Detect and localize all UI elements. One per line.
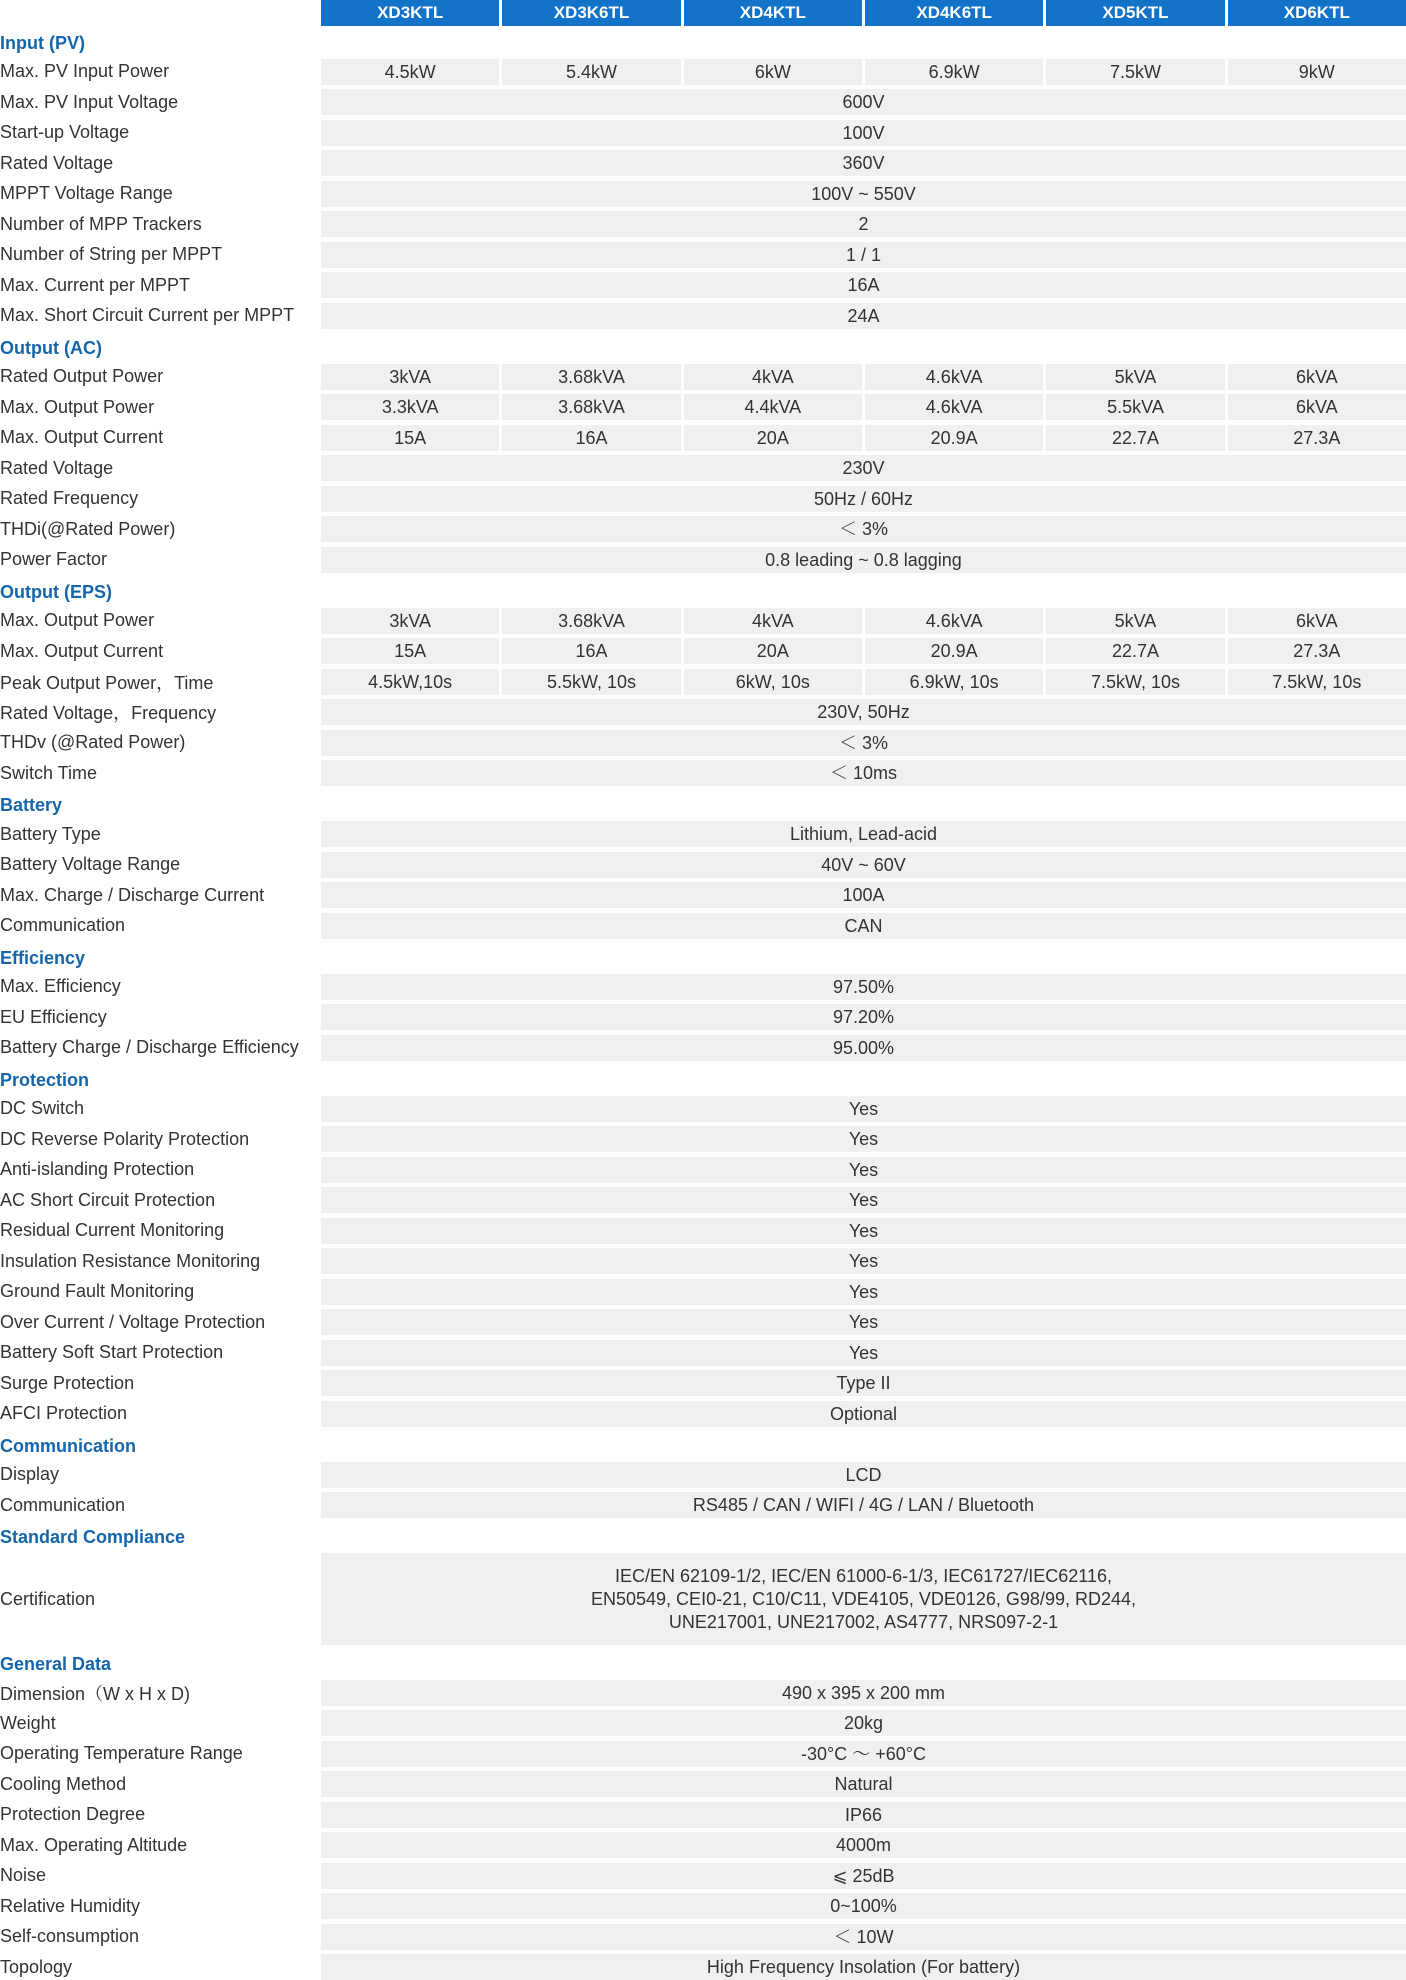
spec-label: DC Switch bbox=[0, 1098, 85, 1118]
spec-value: 3.68kVA bbox=[502, 394, 683, 420]
spec-values bbox=[321, 1680, 1406, 1706]
spec-row bbox=[0, 1309, 1406, 1335]
spec-row bbox=[0, 1893, 1406, 1919]
spec-label: Cooling Method bbox=[0, 1773, 127, 1794]
spec-values bbox=[321, 1771, 1406, 1797]
spec-value: 20kg bbox=[321, 1710, 1406, 1736]
section-title bbox=[0, 1065, 1406, 1095]
spec-value: Yes bbox=[321, 1340, 1406, 1366]
spec-row bbox=[0, 394, 1406, 420]
spec-label: Max. Output Power bbox=[0, 610, 155, 630]
spec-value: 4.5kW,10s bbox=[321, 669, 502, 695]
spec-value: 97.50% bbox=[321, 974, 1406, 1000]
spec-label: Communication bbox=[0, 1494, 126, 1515]
spec-value: ＜ 3% bbox=[321, 516, 1406, 542]
spec-label: Start-up Voltage bbox=[0, 122, 130, 142]
spec-row bbox=[0, 120, 1406, 146]
spec-values bbox=[321, 1096, 1406, 1122]
spec-row bbox=[0, 211, 1406, 237]
spec-label: Max. Operating Altitude bbox=[0, 1834, 188, 1855]
spec-label: Max. Output Power bbox=[0, 396, 155, 417]
spec-values bbox=[321, 1157, 1406, 1183]
spec-label: Max. PV Input Power bbox=[0, 61, 170, 81]
spec-label: Topology bbox=[0, 1956, 73, 1977]
spec-value: High Frequency Insolation (For battery) bbox=[321, 1954, 1406, 1980]
spec-value: 20A bbox=[684, 425, 865, 451]
spec-label: Battery Voltage Range bbox=[0, 854, 181, 874]
spec-value: Yes bbox=[321, 1279, 1406, 1305]
spec-label: Rated Voltage bbox=[0, 152, 114, 173]
spec-values bbox=[321, 1035, 1406, 1061]
spec-values bbox=[321, 242, 1406, 268]
spec-label: Max. Efficiency bbox=[0, 976, 121, 996]
spec-value: Optional bbox=[321, 1401, 1406, 1427]
spec-value: 230V, 50Hz bbox=[321, 699, 1406, 725]
spec-row bbox=[0, 882, 1406, 908]
spec-values bbox=[321, 1893, 1406, 1919]
spec-label: Battery Soft Start Protection bbox=[0, 1342, 224, 1362]
spec-value: 0.8 leading ~ 0.8 lagging bbox=[321, 547, 1406, 573]
spec-values bbox=[321, 669, 1406, 695]
spec-row bbox=[0, 1771, 1406, 1797]
spec-row bbox=[0, 425, 1406, 451]
spec-row bbox=[0, 1035, 1406, 1061]
spec-values bbox=[321, 1218, 1406, 1244]
model-header: XD3K6TL bbox=[502, 0, 683, 26]
spec-value: ＜ 3% bbox=[321, 730, 1406, 756]
spec-row bbox=[0, 59, 1406, 85]
spec-label: EU Efficiency bbox=[0, 1006, 107, 1027]
spec-value: 5.4kW bbox=[502, 59, 683, 85]
spec-value: CAN bbox=[321, 913, 1406, 939]
spec-value: 22.7A bbox=[1046, 425, 1227, 451]
spec-value: 0~100% bbox=[321, 1893, 1406, 1919]
spec-row bbox=[0, 1832, 1406, 1858]
spec-values bbox=[321, 638, 1406, 664]
spec-row bbox=[0, 1863, 1406, 1889]
spec-label: AFCI Protection bbox=[0, 1403, 128, 1423]
spec-value: 7.5kW, 10s bbox=[1228, 669, 1406, 695]
spec-label: Max. Current per MPPT bbox=[0, 274, 191, 295]
spec-value: 360V bbox=[321, 150, 1406, 176]
spec-values bbox=[321, 1187, 1406, 1213]
spec-value: 100V bbox=[321, 120, 1406, 146]
spec-values bbox=[321, 1863, 1406, 1889]
spec-values bbox=[321, 882, 1406, 908]
spec-label: THDi(@Rated Power) bbox=[0, 518, 176, 539]
spec-label: Relative Humidity bbox=[0, 1895, 141, 1916]
spec-value: ⩽ 25dB bbox=[321, 1863, 1406, 1889]
spec-label: Communication bbox=[0, 915, 126, 935]
spec-value: Yes bbox=[321, 1096, 1406, 1122]
spec-value: 6.9kW bbox=[865, 59, 1046, 85]
section-title-text: Input (PV) bbox=[0, 32, 85, 53]
spec-label: DC Reverse Polarity Protection bbox=[0, 1128, 250, 1149]
spec-label: Battery Type bbox=[0, 823, 101, 844]
spec-label: Rated Voltage bbox=[0, 457, 114, 478]
spec-values bbox=[321, 699, 1406, 725]
spec-value: RS485 / CAN / WIFI / 4G / LAN / Bluetooth bbox=[321, 1492, 1406, 1518]
spec-row bbox=[0, 486, 1406, 512]
spec-row bbox=[0, 181, 1406, 207]
spec-values bbox=[321, 547, 1406, 573]
section-title bbox=[0, 28, 1406, 58]
spec-value: 20A bbox=[684, 638, 865, 664]
spec-row bbox=[0, 760, 1406, 786]
spec-row bbox=[0, 1187, 1406, 1213]
spec-value: 3.68kVA bbox=[502, 608, 683, 634]
spec-value: 6kVA bbox=[1228, 394, 1406, 420]
spec-values bbox=[321, 760, 1406, 786]
spec-row bbox=[0, 516, 1406, 542]
spec-value: 4.6kVA bbox=[865, 608, 1046, 634]
spec-row bbox=[0, 1462, 1406, 1488]
spec-value: 15A bbox=[321, 638, 502, 664]
spec-row bbox=[0, 1157, 1406, 1183]
spec-value: IEC/EN 62109-1/2, IEC/EN 61000-6-1/3, IEC61727/IEC62116, EN50549, CEI0-21, C10/C11, VDE4105, VDE0126, G98/99, RD244, UNE217001, UNE217002, AS4777, NRS097-2-1 bbox=[321, 1553, 1406, 1645]
spec-value: 7.5kW bbox=[1046, 59, 1227, 85]
spec-row bbox=[0, 1370, 1406, 1396]
spec-row bbox=[0, 608, 1406, 634]
spec-value: 9kW bbox=[1228, 59, 1406, 85]
spec-value: Type II bbox=[321, 1370, 1406, 1396]
spec-row bbox=[0, 1340, 1406, 1366]
spec-values bbox=[321, 486, 1406, 512]
spec-value: 4.6kVA bbox=[865, 394, 1046, 420]
spec-label: Rated Frequency bbox=[0, 488, 139, 508]
spec-values bbox=[321, 1802, 1406, 1828]
spec-value: 7.5kW, 10s bbox=[1046, 669, 1227, 695]
spec-values bbox=[321, 455, 1406, 481]
spec-value: 5.5kW, 10s bbox=[502, 669, 683, 695]
spec-values bbox=[321, 181, 1406, 207]
spec-value: 3kVA bbox=[321, 608, 502, 634]
spec-label: Power Factor bbox=[0, 549, 108, 569]
model-header: XD3KTL bbox=[321, 0, 502, 26]
spec-label: Max. Short Circuit Current per MPPT bbox=[0, 305, 295, 325]
model-header: XD6KTL bbox=[1228, 0, 1406, 26]
spec-value: 3.3kVA bbox=[321, 394, 502, 420]
spec-value: 27.3A bbox=[1228, 638, 1406, 664]
spec-values bbox=[321, 1126, 1406, 1152]
spec-label: Switch Time bbox=[0, 762, 98, 783]
spec-row bbox=[0, 1279, 1406, 1305]
spec-values bbox=[321, 364, 1406, 390]
spec-value: 230V bbox=[321, 455, 1406, 481]
spec-label: Noise bbox=[0, 1865, 47, 1885]
model-header: XD5KTL bbox=[1046, 0, 1227, 26]
spec-values bbox=[321, 150, 1406, 176]
spec-values bbox=[321, 211, 1406, 237]
section-title-text: Efficiency bbox=[0, 947, 86, 968]
spec-value: ＜ 10ms bbox=[321, 760, 1406, 786]
spec-label: Operating Temperature Range bbox=[0, 1743, 243, 1763]
spec-values bbox=[321, 120, 1406, 146]
section-title-text: Output (AC) bbox=[0, 337, 102, 358]
spec-label: Max. PV Input Voltage bbox=[0, 91, 179, 112]
spec-value: 20.9A bbox=[865, 425, 1046, 451]
section-title-text: Protection bbox=[0, 1069, 90, 1090]
spec-value: Yes bbox=[321, 1126, 1406, 1152]
spec-row bbox=[0, 303, 1406, 329]
spec-value: 20.9A bbox=[865, 638, 1046, 664]
spec-values bbox=[321, 425, 1406, 451]
spec-value: Natural bbox=[321, 1771, 1406, 1797]
spec-value: 4kVA bbox=[684, 608, 865, 634]
spec-values bbox=[321, 1954, 1406, 1980]
spec-values bbox=[321, 1553, 1406, 1645]
section-title bbox=[0, 943, 1406, 973]
spec-value: 6kW, 10s bbox=[684, 669, 865, 695]
spec-value: 490 x 395 x 200 mm bbox=[321, 1680, 1406, 1706]
spec-value: Yes bbox=[321, 1218, 1406, 1244]
spec-row bbox=[0, 913, 1406, 939]
spec-value: 95.00% bbox=[321, 1035, 1406, 1061]
spec-value: Yes bbox=[321, 1187, 1406, 1213]
spec-value: 97.20% bbox=[321, 1004, 1406, 1030]
section-title bbox=[0, 577, 1406, 607]
spec-row bbox=[0, 89, 1406, 115]
spec-values bbox=[321, 272, 1406, 298]
spec-row bbox=[0, 1218, 1406, 1244]
spec-values bbox=[321, 1370, 1406, 1396]
spec-row bbox=[0, 1096, 1406, 1122]
spec-values bbox=[321, 89, 1406, 115]
spec-values bbox=[321, 394, 1406, 420]
spec-value: Yes bbox=[321, 1309, 1406, 1335]
spec-value: Yes bbox=[321, 1248, 1406, 1274]
spec-value: ＜ 10W bbox=[321, 1924, 1406, 1950]
spec-values bbox=[321, 1340, 1406, 1366]
spec-label: Peak Output Power，Time bbox=[0, 672, 214, 693]
spec-values bbox=[321, 1832, 1406, 1858]
spec-values bbox=[321, 59, 1406, 85]
spec-label: Battery Charge / Discharge Efficiency bbox=[0, 1037, 299, 1057]
spec-value: 2 bbox=[321, 211, 1406, 237]
spec-label: MPPT Voltage Range bbox=[0, 183, 173, 203]
spec-value: 5kVA bbox=[1046, 364, 1227, 390]
spec-value: 6kW bbox=[684, 59, 865, 85]
spec-value: 16A bbox=[321, 272, 1406, 298]
spec-values bbox=[321, 303, 1406, 329]
spec-label: Number of MPP Trackers bbox=[0, 213, 202, 234]
spec-values bbox=[321, 974, 1406, 1000]
spec-label: Insulation Resistance Monitoring bbox=[0, 1250, 261, 1271]
spec-row bbox=[0, 272, 1406, 298]
spec-row bbox=[0, 1126, 1406, 1152]
spec-value: 16A bbox=[502, 425, 683, 451]
spec-value: 5.5kVA bbox=[1046, 394, 1227, 420]
spec-row bbox=[0, 1710, 1406, 1736]
spec-value: 1 / 1 bbox=[321, 242, 1406, 268]
spec-value: 4000m bbox=[321, 1832, 1406, 1858]
spec-row bbox=[0, 1004, 1406, 1030]
spec-label: Display bbox=[0, 1464, 60, 1484]
spec-label: Surge Protection bbox=[0, 1372, 135, 1393]
header-row bbox=[0, 0, 1406, 26]
spec-values bbox=[321, 1741, 1406, 1767]
spec-row bbox=[0, 242, 1406, 268]
spec-label: Anti-islanding Protection bbox=[0, 1159, 195, 1179]
spec-row bbox=[0, 821, 1406, 847]
spec-row bbox=[0, 974, 1406, 1000]
spec-values bbox=[321, 1924, 1406, 1950]
spec-label: Protection Degree bbox=[0, 1804, 146, 1824]
spec-row bbox=[0, 852, 1406, 878]
spec-value: 22.7A bbox=[1046, 638, 1227, 664]
spec-row bbox=[0, 1492, 1406, 1518]
spec-values bbox=[321, 821, 1406, 847]
spec-row bbox=[0, 1954, 1406, 1980]
spec-values bbox=[321, 1401, 1406, 1427]
header-spacer bbox=[0, 0, 321, 26]
spec-label: Certification bbox=[0, 1588, 96, 1609]
spec-row bbox=[0, 1924, 1406, 1950]
spec-label: Rated Output Power bbox=[0, 366, 164, 386]
spec-value: 5kVA bbox=[1046, 608, 1227, 634]
spec-value: 27.3A bbox=[1228, 425, 1406, 451]
spec-row bbox=[0, 150, 1406, 176]
spec-values bbox=[321, 1248, 1406, 1274]
spec-label: Rated Voltage，Frequency bbox=[0, 703, 217, 723]
spec-label: Ground Fault Monitoring bbox=[0, 1281, 195, 1301]
spec-row bbox=[0, 730, 1406, 756]
spec-row bbox=[0, 638, 1406, 664]
spec-value: 6.9kW, 10s bbox=[865, 669, 1046, 695]
spec-value: 100A bbox=[321, 882, 1406, 908]
spec-value: 6kVA bbox=[1228, 364, 1406, 390]
section-title-text: Output (EPS) bbox=[0, 581, 112, 602]
spec-value: 4.4kVA bbox=[684, 394, 865, 420]
spec-value: Lithium, Lead-acid bbox=[321, 821, 1406, 847]
spec-row bbox=[0, 364, 1406, 390]
spec-row bbox=[0, 699, 1406, 725]
spec-row bbox=[0, 455, 1406, 481]
spec-label: Weight bbox=[0, 1712, 56, 1733]
spec-value: 600V bbox=[321, 89, 1406, 115]
spec-value: 100V ~ 550V bbox=[321, 181, 1406, 207]
spec-values bbox=[321, 516, 1406, 542]
spec-value: 3.68kVA bbox=[502, 364, 683, 390]
spec-values bbox=[321, 608, 1406, 634]
section-title bbox=[0, 791, 1406, 821]
spec-value: 4.6kVA bbox=[865, 364, 1046, 390]
spec-value: 3kVA bbox=[321, 364, 502, 390]
spec-row bbox=[0, 1553, 1406, 1645]
section-title bbox=[0, 333, 1406, 363]
section-title-text: Standard Compliance bbox=[0, 1527, 186, 1547]
spec-value: 24A bbox=[321, 303, 1406, 329]
spec-value: 16A bbox=[502, 638, 683, 664]
spec-values bbox=[321, 1309, 1406, 1335]
spec-values bbox=[321, 1279, 1406, 1305]
spec-row bbox=[0, 547, 1406, 573]
spec-value: 4kVA bbox=[684, 364, 865, 390]
spec-row bbox=[0, 1741, 1406, 1767]
spec-values bbox=[321, 1492, 1406, 1518]
spec-values bbox=[321, 1710, 1406, 1736]
section-title-text: Communication bbox=[0, 1435, 137, 1456]
spec-value: -30°C ～ +60°C bbox=[321, 1741, 1406, 1767]
spec-value: LCD bbox=[321, 1462, 1406, 1488]
spec-value: Yes bbox=[321, 1157, 1406, 1183]
section-title bbox=[0, 1649, 1406, 1679]
spec-value: 6kVA bbox=[1228, 608, 1406, 634]
model-header: XD4KTL bbox=[684, 0, 865, 26]
spec-row bbox=[0, 1680, 1406, 1706]
spec-value: 15A bbox=[321, 425, 502, 451]
spec-values bbox=[321, 1004, 1406, 1030]
spec-label: Self-consumption bbox=[0, 1926, 140, 1946]
spec-label: Dimension（W x H x D) bbox=[0, 1683, 191, 1704]
spec-label: Over Current / Voltage Protection bbox=[0, 1311, 266, 1332]
spec-label: Number of String per MPPT bbox=[0, 244, 223, 264]
spec-values bbox=[321, 913, 1406, 939]
spec-row bbox=[0, 1401, 1406, 1427]
spec-row bbox=[0, 669, 1406, 695]
spec-values bbox=[321, 1462, 1406, 1488]
spec-row bbox=[0, 1248, 1406, 1274]
spec-label: Max. Output Current bbox=[0, 427, 164, 447]
section-title bbox=[0, 1523, 1406, 1553]
spec-value: IP66 bbox=[321, 1802, 1406, 1828]
header-cells bbox=[321, 0, 1406, 26]
spec-row bbox=[0, 1802, 1406, 1828]
section-title bbox=[0, 1431, 1406, 1461]
spec-values bbox=[321, 852, 1406, 878]
spec-value: 4.5kW bbox=[321, 59, 502, 85]
spec-value: 40V ~ 60V bbox=[321, 852, 1406, 878]
spec-label: THDv (@Rated Power) bbox=[0, 732, 186, 752]
spec-label: Max. Charge / Discharge Current bbox=[0, 884, 265, 905]
section-title-text: Battery bbox=[0, 795, 63, 815]
spec-values bbox=[321, 730, 1406, 756]
model-header: XD4K6TL bbox=[865, 0, 1046, 26]
spec-label: Max. Output Current bbox=[0, 640, 164, 661]
spec-label: Residual Current Monitoring bbox=[0, 1220, 225, 1240]
spec-label: AC Short Circuit Protection bbox=[0, 1189, 216, 1210]
section-title-text: General Data bbox=[0, 1653, 112, 1674]
spec-value: 50Hz / 60Hz bbox=[321, 486, 1406, 512]
